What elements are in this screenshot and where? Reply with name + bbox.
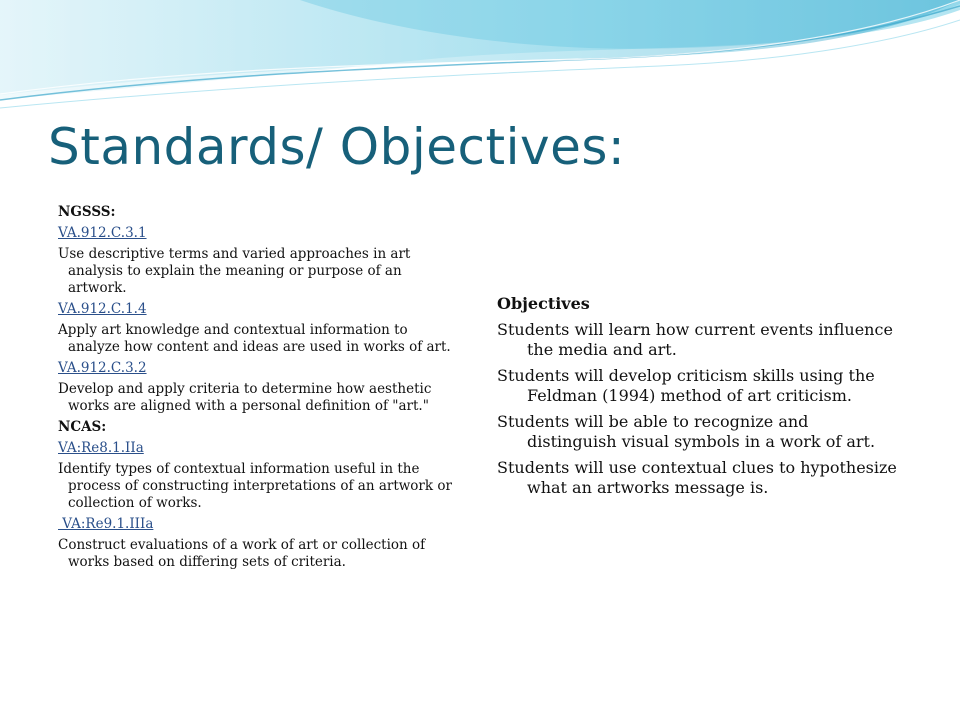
header-wave-decoration	[0, 0, 960, 115]
slide-title: Standards/ Objectives:	[48, 118, 626, 176]
standard-code-link[interactable]: VA.912.C.3.2	[58, 360, 147, 376]
objective-item: Students will use contextual clues to hypothesize what an artworks message is.	[497, 458, 897, 497]
objectives-heading: Objectives	[497, 294, 590, 313]
standard-description: Apply art knowledge and contextual information to analyze how content and ideas are used in works of art.	[58, 322, 451, 355]
standard-code-link[interactable]: VA:Re9.1.IIIa	[58, 516, 154, 532]
standard-description: Identify types of contextual information useful in the process of constructing interpretations of an artwork or collection of works.	[58, 461, 452, 511]
ncas-heading: NCAS:	[58, 419, 107, 435]
standard-code-link[interactable]: VA:Re8.1.IIa	[58, 440, 144, 456]
standard-description: Develop and apply criteria to determine how aesthetic works are aligned with a personal definition of "art."	[58, 381, 432, 414]
objectives-column	[497, 294, 897, 504]
objective-item: Students will be able to recognize and distinguish visual symbols in a work of art.	[497, 412, 876, 451]
standard-code-link[interactable]: VA.912.C.3.1	[58, 225, 147, 241]
standard-description: Construct evaluations of a work of art or collection of works based on differing sets of criteria.	[58, 537, 426, 570]
standard-description: Use descriptive terms and varied approaches in art analysis to explain the meaning or purpose of an artwork.	[58, 246, 411, 296]
standard-code-link[interactable]: VA.912.C.1.4	[58, 301, 147, 317]
standards-column	[58, 204, 458, 575]
objective-item: Students will develop criticism skills using the Feldman (1994) method of art criticism.	[497, 366, 875, 405]
ngsss-heading: NGSSS:	[58, 204, 116, 220]
objective-item: Students will learn how current events influence the media and art.	[497, 320, 893, 359]
